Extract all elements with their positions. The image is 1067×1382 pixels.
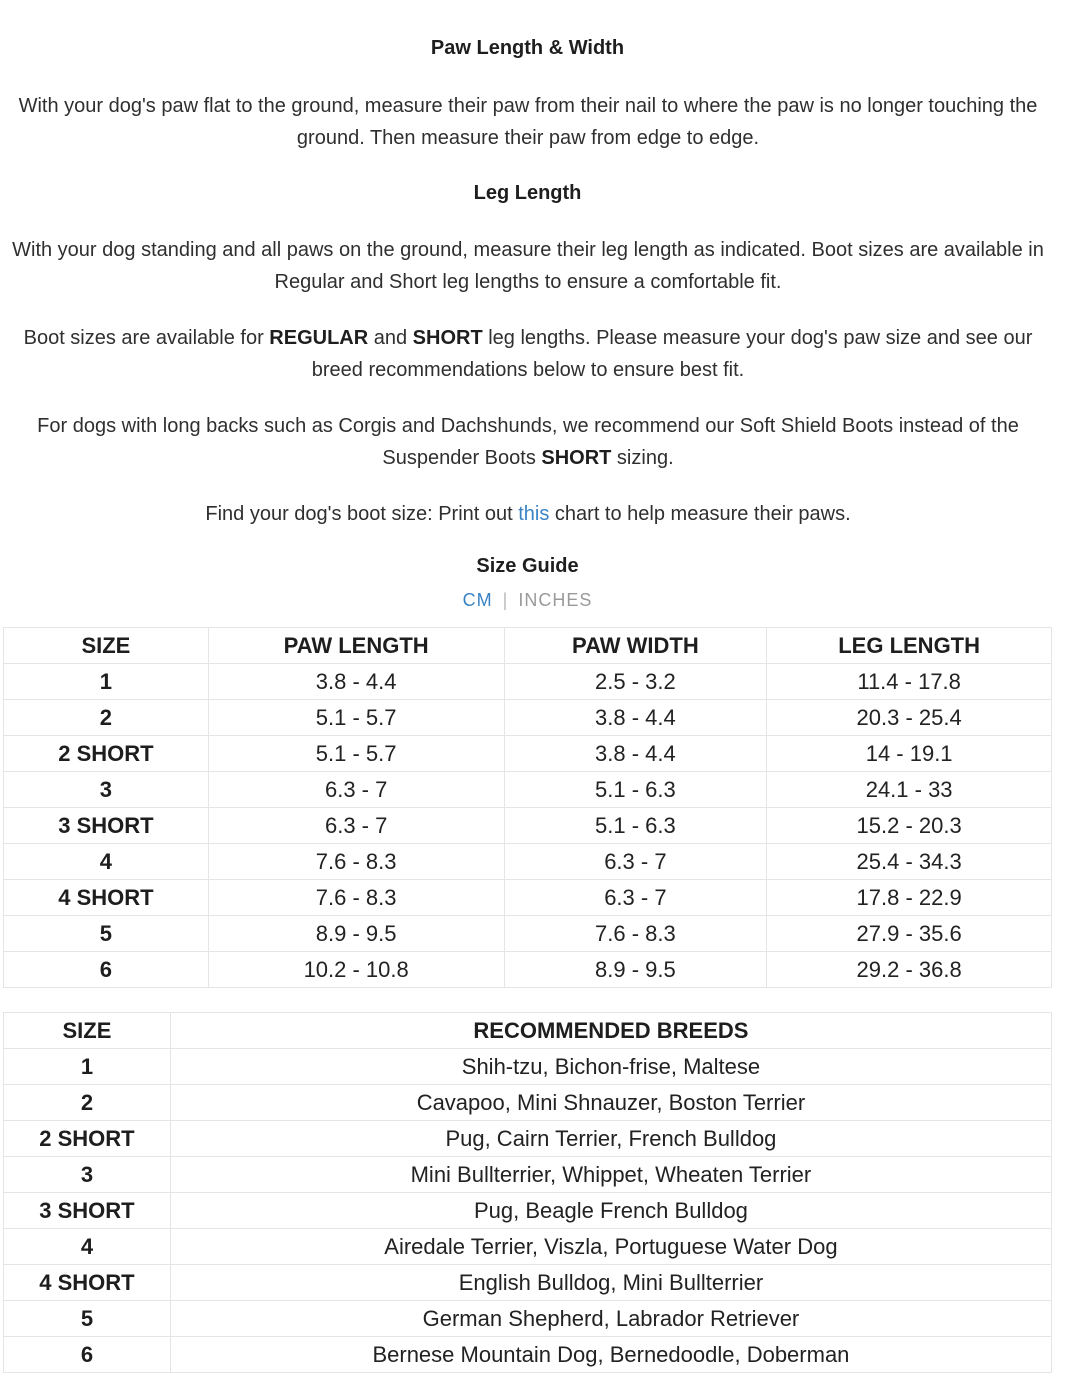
leg-length-cell: 14 - 19.1	[767, 736, 1052, 772]
size-cell: 2 SHORT	[4, 1121, 171, 1157]
size-guide-title: Size Guide	[476, 555, 579, 577]
table-row	[4, 916, 1052, 952]
table-row	[4, 808, 1052, 844]
breed-table-header-row	[4, 1013, 1052, 1049]
table-row	[4, 736, 1052, 772]
paw-length-cell: 3.8 - 4.4	[208, 664, 504, 700]
leg-length-cell: 11.4 - 17.8	[767, 664, 1052, 700]
paw-length-width-heading: Paw Length & Width	[430, 37, 625, 59]
recommended-breeds-cell: English Bulldog, Mini Bullterrier	[170, 1265, 1051, 1301]
size-cell: 2	[4, 700, 209, 736]
size-cell: 4	[4, 1229, 171, 1265]
unit-cm-tab[interactable]: CM	[462, 590, 493, 610]
paw-width-cell: 3.8 - 4.4	[504, 700, 767, 736]
size-table-header-row	[4, 628, 1052, 664]
table-row	[4, 1229, 1052, 1265]
paw-length-cell: 5.1 - 5.7	[208, 736, 504, 772]
find-size-note: Find your dog's boot size: Print out this chart to help measure their paws.	[205, 503, 851, 525]
size-cell: 2	[4, 1085, 171, 1121]
unit-toggle	[0, 590, 1055, 611]
paw-length-cell: 8.9 - 9.5	[208, 916, 504, 952]
leg-length-cell: 27.9 - 35.6	[767, 916, 1052, 952]
paw-length-cell: 7.6 - 8.3	[208, 844, 504, 880]
boot-sizes-note: Boot sizes are available for REGULAR and SHORT leg lengths. Please measure your dog's paw size and see our breed recommendations below to ensure best fit.	[23, 327, 1033, 381]
size-cell: 4 SHORT	[4, 1265, 171, 1301]
size-cell: 4 SHORT	[4, 880, 209, 916]
size-col-header: SIZE	[4, 1013, 171, 1049]
recommended-breeds-cell: Mini Bullterrier, Whippet, Wheaten Terrier	[170, 1157, 1051, 1193]
leg-length-cell: 20.3 - 25.4	[767, 700, 1052, 736]
paw-width-cell: 8.9 - 9.5	[504, 952, 767, 988]
table-row	[4, 1049, 1052, 1085]
unit-inches-tab[interactable]: INCHES	[518, 590, 593, 610]
paw-width-cell: 6.3 - 7	[504, 844, 767, 880]
table-row	[4, 952, 1052, 988]
recommended-breeds-cell: Bernese Mountain Dog, Bernedoodle, Doberman	[170, 1337, 1051, 1373]
size-cell: 3	[4, 772, 209, 808]
leg-length-cell: 17.8 - 22.9	[767, 880, 1052, 916]
table-row	[4, 772, 1052, 808]
paw-width-cell: 2.5 - 3.2	[504, 664, 767, 700]
table-row	[4, 1301, 1052, 1337]
size-cell: 3 SHORT	[4, 1193, 171, 1229]
paw-length-cell: 5.1 - 5.7	[208, 700, 504, 736]
leg-length-cell: 25.4 - 34.3	[767, 844, 1052, 880]
unit-separator: |	[502, 590, 509, 610]
table-row	[4, 1157, 1052, 1193]
table-row	[4, 1265, 1052, 1301]
leg-length-cell: 15.2 - 20.3	[767, 808, 1052, 844]
paw-length-col-header: PAW LENGTH	[208, 628, 504, 664]
paw-width-cell: 7.6 - 8.3	[504, 916, 767, 952]
table-row	[4, 700, 1052, 736]
size-cell: 5	[4, 1301, 171, 1337]
leg-length-col-header: LEG LENGTH	[767, 628, 1052, 664]
table-row	[4, 844, 1052, 880]
size-cell: 6	[4, 1337, 171, 1373]
size-cell: 3 SHORT	[4, 808, 209, 844]
table-row	[4, 1337, 1052, 1373]
size-cell: 2 SHORT	[4, 736, 209, 772]
leg-length-cell: 24.1 - 33	[767, 772, 1052, 808]
size-cell: 4	[4, 844, 209, 880]
long-backs-note: For dogs with long backs such as Corgis and Dachshunds, we recommend our Soft Shield Boots instead of the Suspender Boots SHORT sizing.	[37, 415, 1019, 469]
leg-length-cell: 29.2 - 36.8	[767, 952, 1052, 988]
table-row	[4, 1193, 1052, 1229]
recommended-breeds-cell: Airedale Terrier, Viszla, Portuguese Water Dog	[170, 1229, 1051, 1265]
recommended-breeds-cell: Pug, Cairn Terrier, French Bulldog	[170, 1121, 1051, 1157]
recommended-breeds-cell: Pug, Beagle French Bulldog	[170, 1193, 1051, 1229]
paw-length-cell: 6.3 - 7	[208, 808, 504, 844]
leg-length-heading: Leg Length	[473, 182, 582, 204]
recommended-breeds-cell: German Shepherd, Labrador Retriever	[170, 1301, 1051, 1337]
paw-length-cell: 6.3 - 7	[208, 772, 504, 808]
size-col-header: SIZE	[4, 628, 209, 664]
recommended-breeds-col-header: RECOMMENDED BREEDS	[170, 1013, 1051, 1049]
size-cell: 5	[4, 916, 209, 952]
paw-width-col-header: PAW WIDTH	[504, 628, 767, 664]
table-row	[4, 1121, 1052, 1157]
paw-width-cell: 5.1 - 6.3	[504, 772, 767, 808]
leg-measure-instructions: With your dog standing and all paws on the ground, measure their leg length as indicated. Boot sizes are available in Regular and Short leg lengths to ensure a comfortable fit.	[12, 239, 1044, 293]
size-cell: 1	[4, 664, 209, 700]
paw-length-cell: 10.2 - 10.8	[208, 952, 504, 988]
table-row	[4, 664, 1052, 700]
paw-measure-instructions: With your dog's paw flat to the ground, measure their paw from their nail to where the paw is no longer touching the ground. Then measure their paw from edge to edge.	[18, 95, 1038, 149]
paw-length-cell: 7.6 - 8.3	[208, 880, 504, 916]
table-row	[4, 1085, 1052, 1121]
paw-width-cell: 5.1 - 6.3	[504, 808, 767, 844]
recommended-breeds-cell: Shih-tzu, Bichon-frise, Maltese	[170, 1049, 1051, 1085]
table-row	[4, 880, 1052, 916]
size-table	[3, 627, 1052, 988]
breed-table	[3, 1012, 1052, 1373]
size-cell: 6	[4, 952, 209, 988]
print-chart-link[interactable]: this	[518, 503, 550, 525]
paw-width-cell: 6.3 - 7	[504, 880, 767, 916]
size-cell: 3	[4, 1157, 171, 1193]
recommended-breeds-cell: Cavapoo, Mini Shnauzer, Boston Terrier	[170, 1085, 1051, 1121]
size-cell: 1	[4, 1049, 171, 1085]
paw-width-cell: 3.8 - 4.4	[504, 736, 767, 772]
